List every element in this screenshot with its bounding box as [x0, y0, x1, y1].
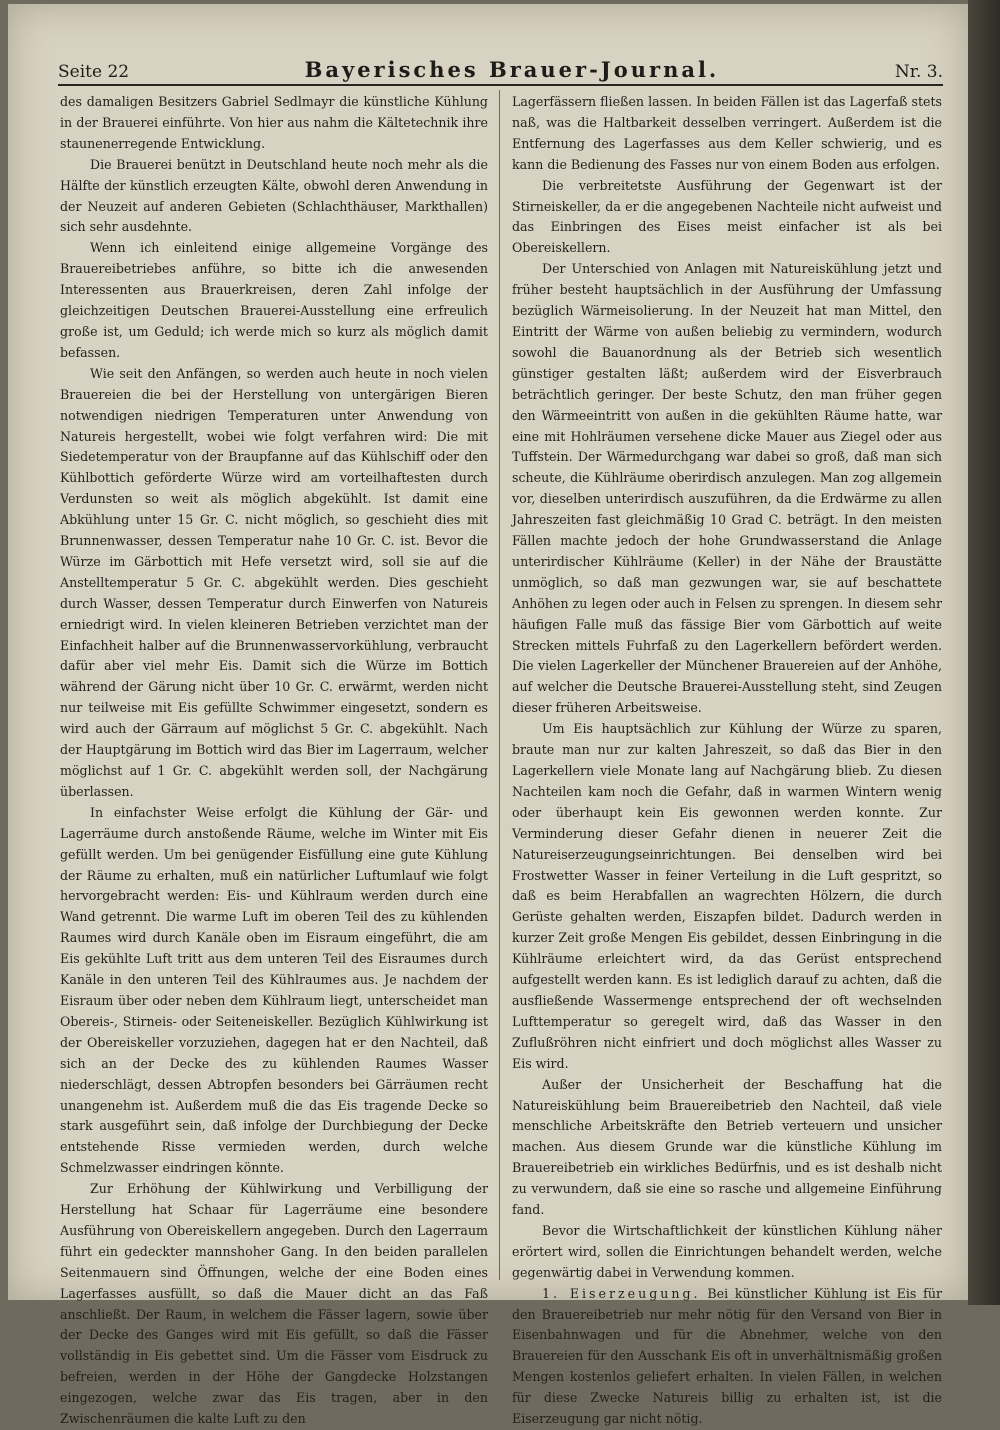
journal-title: Bayerisches Brauer-Journal.	[304, 57, 720, 82]
right-paragraph-5: Außer der Unsicherheit der Beschaffung hat die Natureiskühlung beim Brauereibetrieb den Nachteil, daß viele menschliche Arbeitskräfte den Betrieb verteuern und unsicher machen. Aus diesem Grunde war die künstliche Kühlung im Brauereibetrieb ein wirkliches Bedürfnis, und es ist deshalb nicht zu verwundern, daß sie eine so rasche und allgemeine Einführung fand.	[512, 1076, 942, 1218]
page-header	[58, 54, 943, 82]
left-paragraph-4: Wie seit den Anfängen, so werden auch heute in noch vielen Brauereien die bei der Herstellung von untergärigen Bieren notwendigen niedrigen Temperaturen unter Anwendung von Natureis hergestellt, wobei wie folgt verfahren wird: Die mit Siedetemperatur von der Braupfanne auf das Kühlschiff oder den Kühlbottich geförderte Würze wird am vorteilhaftesten durch Verdunsten so weit als möglich abgekühlt. Ist damit eine Abkühlung unter 15 Gr. C. nicht möglich, so geschieht dies mit Brunnenwasser, dessen Temperatur nahe 10 Gr. C. ist. Bevor die Würze im Gärbottich mit Hefe versetzt wird, soll sie auf die Anstelltemperatur 5 Gr. C. abgekühlt werden. Dies geschieht durch Wasser, dessen Temperatur durch Einwerfen von Natureis erniedrigt wird. In vielen kleineren Betrieben verzichtet man der Einfachheit halber auf die Brunnenwasservorkühlung, verbraucht dafür aber viel mehr Eis. Damit sich die Würze im Bottich während der Gärung nicht über 10 Gr. C. erwärmt, werden nicht nur teilweise mit Eis gefüllte Schwimmer eingesetzt, sondern es wird auch der Gärraum auf möglichst 5 Gr. C. abgekühlt. Nach der Hauptgärung im Bottich wird das Bier im Lagerraum, welcher möglichst auf 1 Gr. C. abgekühlt werden soll, der Nachgärung überlassen.	[60, 365, 488, 799]
right-paragraph-4: Um Eis hauptsächlich zur Kühlung der Würze zu sparen, braute man nur zur kalten Jahreszeit, so daß das Bier in den Lagerkellern viele Monate lang auf Nachgärung blieb. Zu diesen Nachteilen kam noch die Gefahr, daß in warmen Wintern wenig oder überhaupt kein Eis gewonnen werden konnte. Zur Verminderung dieser Gefahr dienen in neuerer Zeit die Natureiserzeugungseinrichtungen. Bei denselben wird bei Frostwetter Wasser in feiner Verteilung in die Luft gespritzt, so daß es beim Herabfallen an wagrechten Hölzern, die durch Gerüste gehalten werden, Eiszapfen bildet. Dadurch werden in kurzer Zeit große Mengen Eis gebildet, dessen Einbringung in die Kühlräume erleichtert wird, da das Gerüst entsprechend aufgestellt werden kann. Es ist lediglich darauf zu achten, daß die ausfließende Wassermenge entsprechend der oft wechselnden Lufttemperatur so geregelt wird, daß das Wasser in den Zuflußröhren nicht einfriert und doch möglichst alles Wasser zu Eis wird.	[512, 721, 942, 1071]
left-paragraph-6: Zur Erhöhung der Kühlwirkung und Verbilligung der Herstellung hat Schaar für Lagerräume eine besondere Ausführung von Obereiskellern angegeben. Durch den Lagerraum führt ein gedeckter mannshoher Gang. In den beiden parallelen Seitenmauern sind Öffnungen, welche der eine Boden eines Lagerfasses ausfüllt, so daß die Mauer dicht an das Faß anschließt. Der Raum, in welchem die Fässer lagern, sowie über der Decke des Ganges wird mit Eis gefüllt, so daß die Fässer vollständig in Eis gebettet sind. Um die Fässer vom Eisdruck zu befreien, werden in der Höhe der Gangdecke Holzstangen eingezogen, welche zwar das Eis tragen, aber in den Zwischenräumen die kalte Luft zu den	[60, 1181, 488, 1427]
column-divider	[499, 90, 500, 1280]
header-rule	[58, 84, 943, 86]
section-heading-eiserzeugung: 1. Eiserzeugung.	[542, 1285, 701, 1301]
left-column	[60, 92, 488, 1427]
page-number: Seite 22	[58, 62, 130, 82]
left-paragraph-2: Die Brauerei benützt in Deutschland heute noch mehr als die Hälfte der künstlich erzeugten Kälte, obwohl deren Anwendung in der Neuzeit auf anderen Gebieten (Schlachthäuser, Markthallen) sich sehr ausdehnte.	[60, 156, 488, 235]
right-column	[512, 92, 942, 1427]
left-paragraph-1: des damaligen Besitzers Gabriel Sedlmayr die künstliche Kühlung in der Brauerei einführte. Von hier aus nahm die Kältetechnik ihre staunenerregende Entwicklung.	[60, 94, 488, 151]
left-paragraph-3: Wenn ich einleitend einige allgemeine Vorgänge des Brauereibetriebes anführe, so bitte ich die anwesenden Interessenten aus Brauerkreisen, deren Zahl infolge der gleichzeitigen Deutschen Brauerei-Ausstellung eine erfreulich große ist, um Geduld; ich werde mich so kurz als möglich damit befassen.	[60, 240, 488, 360]
right-paragraph-7	[512, 1284, 942, 1430]
right-paragraph-6: Bevor die Wirtschaftlichkeit der künstlichen Kühlung näher erörtert wird, sollen die Einrichtungen behandelt werden, welche gegenwärtig dabei in Verwendung kommen.	[512, 1222, 942, 1280]
section-text-eiserzeugung: Bei künstlicher Kühlung ist Eis für den Brauereibetrieb nur mehr nötig für den Versand von Bier in Eisenbahnwagen und für die Abnehmer, welche von den Brauereien für den Ausschank Eis oft in unverhältnismäßig großen Mengen kostenlos geliefert erhalten. In vielen Fällen, in welchen für diese Zwecke Natureis billig zu erhalten ist, ist die Eiserzeugung gar nicht nötig.	[512, 1285, 942, 1427]
right-paragraph-2: Die verbreitetste Ausführung der Gegenwart ist der Stirneiskeller, da er die angegebenen Nachteile nicht aufweist und das Einbringen des Eises meist einfacher ist als bei Obereiskellern.	[512, 177, 942, 256]
right-paragraph-3: Der Unterschied von Anlagen mit Natureiskühlung jetzt und früher besteht hauptsächlich in der Ausführung der Umfassung bezüglich Wärmeisolierung. In der Neuzeit hat man Mittel, den Eintritt der Wärme von außen beliebig zu vermindern, wodurch sowohl die Bauanordnung als der Betrieb sich wesentlich günstiger gestalten läßt; außerdem wird der Eisverbrauch beträchtlich geringer. Der beste Schutz, den man früher gegen den Wärmeeintritt von außen in die gekühlten Räume hatte, war eine mit Hohlräumen versehene dicke Mauer aus Ziegel oder aus Tuffstein. Der Wärmedurchgang war dabei so groß, daß man sich scheute, die Kühlräume oberirdisch anzulegen. Man zog allgemein vor, dieselben unterirdisch auszuführen, da die Erdwärme zu allen Jahreszeiten fast gleichmäßig 10 Grad C. beträgt. In den meisten Fällen machte jedoch der hohe Grundwasserstand die Anlage unterirdischer Kühlräume (Keller) in der Nähe der Braustätte unmöglich, so daß man gezwungen war, sie auf beschattete Anhöhen zu legen oder auch in Felsen zu sprengen. In diesem sehr häufigen Falle muß das fässige Bier vom Gärbottich auf weite Strecken mittels Fuhrfaß zu den Lagerkellern befördert werden. Die vielen Lagerkeller der Münchener Brauereien auf der Anhöhe, auf welcher die Deutsche Brauerei-Ausstellung steht, sind Zeugen dieser früheren Arbeitsweise.	[512, 261, 942, 716]
issue-number: Nr. 3.	[894, 62, 943, 82]
right-paragraph-1: Lagerfässern fließen lassen. In beiden Fällen ist das Lagerfaß stets naß, was die Haltbarkeit desselben verringert. Außerdem ist die Entfernung des Lagerfasses aus dem Keller schwierig, und es kann die Bedienung des Fasses nur von einem Boden aus erfolgen.	[512, 94, 942, 172]
page-edge-shadow	[968, 0, 1000, 1305]
left-paragraph-5: In einfachster Weise erfolgt die Kühlung der Gär- und Lagerräume durch anstoßende Räume, welche im Winter mit Eis gefüllt werden. Um bei genügender Eisfüllung eine gute Kühlung der Räume zu erhalten, muß ein natürlicher Luftumlauf wie folgt hervorgebracht werden: Eis- und Kühlraum werden durch eine Wand getrennt. Die warme Luft im oberen Teil des zu kühlenden Raumes wird durch Kanäle oben im Eisraum eingeführt, die am Eis gekühlte Luft tritt aus dem unteren Teil des Eisraumes durch Kanäle in den unteren Teil des Kühlraumes aus. Je nachdem der Eisraum über oder neben dem Kühlraum liegt, unterscheidet man Obereis-, Stirneis- oder Seiteneiskeller. Bezüglich Kühlwirkung ist der Obereiskeller vorzuziehen, dagegen hat er den Nachteil, daß sich an der Decke des zu kühlenden Raumes Wasser niederschlägt, dessen Abtropfen besonders bei Gärräumen recht unangenehm ist. Außerdem muß die das Eis tragende Decke so stark ausgeführt sein, daß infolge der Durchbiegung der Decke entstehende Risse vermieden werden, durch welche Schmelzwasser eindringen könnte.	[60, 804, 488, 1176]
